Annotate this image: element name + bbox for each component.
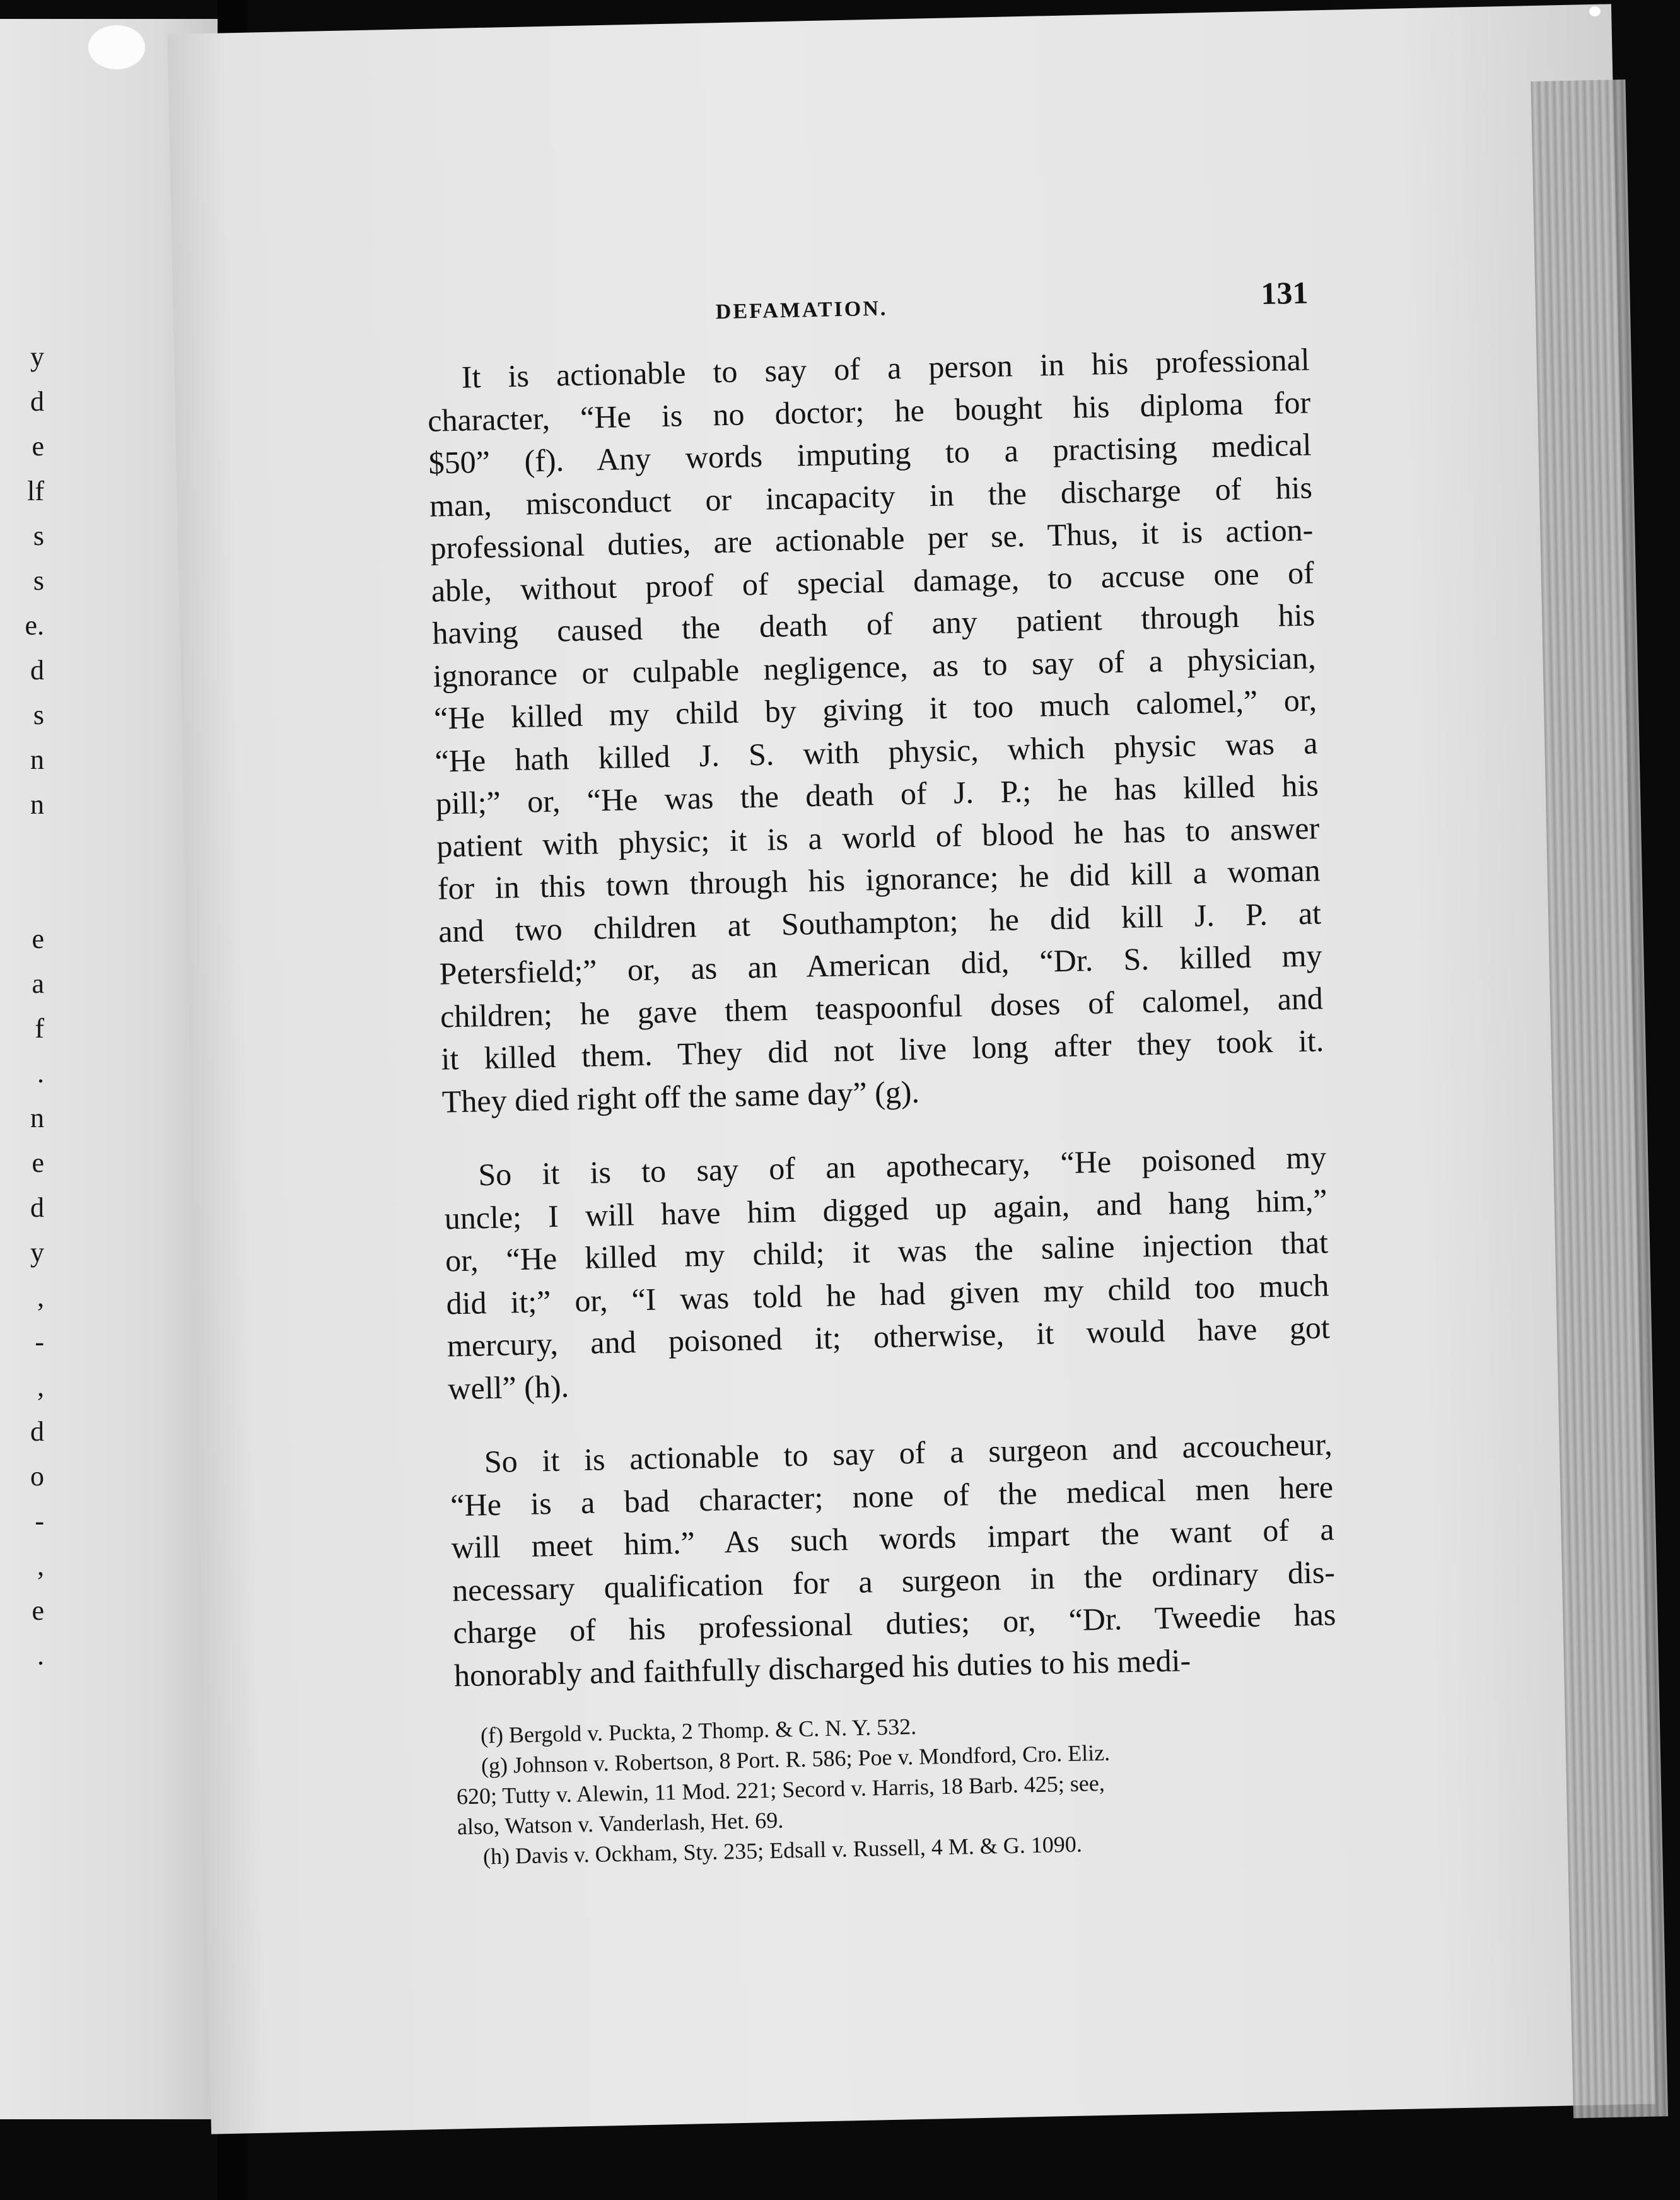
facing-page-text (0, 334, 44, 1678)
text-line: it killed them. They did not live long after they took it. (440, 1022, 1324, 1077)
facing-page-fragment (0, 872, 44, 916)
text-line: man, misconduct or incapacity in the discharge of his (429, 469, 1313, 524)
text-line: “He hath killed J. S. with physic, which physic was a (435, 724, 1318, 779)
text-line: So it is to say of an apothecary, “He poisoned my (477, 1139, 1327, 1193)
facing-page-fragment: d (30, 655, 44, 686)
paragraph (449, 1423, 1337, 1697)
facing-page-fragment: d (30, 1416, 44, 1447)
facing-page-fragment: e (32, 431, 44, 462)
text-line: character, “He is no doctor; he bought his diploma for (427, 384, 1311, 438)
book-page (167, 4, 1655, 2134)
facing-page-fragment: y (30, 341, 44, 372)
facing-page-fragment: a (32, 968, 44, 999)
facing-page-fragment: d (30, 386, 44, 417)
footnotes (455, 1702, 1341, 1872)
text-line: mercury, and poisoned it; otherwise, it would have got (446, 1309, 1331, 1364)
facing-page-fragment: o (30, 1461, 44, 1492)
footnote-line: also, Watson v. Vanderlash, Het. 69. (457, 1807, 784, 1840)
facing-page-fragment: y (30, 1237, 44, 1268)
text-line: will meet him.” As such words impart the want of a (451, 1511, 1335, 1565)
paragraph (443, 1136, 1331, 1410)
facing-page-fragment: f (35, 1013, 44, 1044)
text-line: well” (h). (447, 1367, 569, 1406)
paragraph (426, 339, 1325, 1123)
text-line: It is actionable to say of a person in his professional (461, 341, 1310, 395)
text-line: ignorance or culpable negligence, as to say of a physician, (433, 639, 1317, 694)
text-line: or, “He killed my child; it was the saline injection that (445, 1224, 1329, 1278)
footnote-line: (h) Davis v. Ockham, Sty. 235; Edsall v. Russell, 4 M. & G. 1090. (482, 1831, 1083, 1869)
facing-page-fragment: n (30, 789, 44, 820)
facing-page-fragment: . (37, 1640, 44, 1671)
facing-page-fragment: n (30, 744, 44, 775)
text-line: children; he gave them teaspoonful doses of calomel, and (440, 980, 1324, 1034)
facing-page-fragment: , (37, 1371, 44, 1402)
facing-page-fragment: lf (27, 476, 44, 506)
text-line: “He killed my child by giving it too much calomel,” or, (433, 682, 1317, 736)
text-line: So it is actionable to say of a surgeon and accoucheur, (484, 1426, 1333, 1480)
text-line: professional duties, are actionable per se. Thus, it is action- (429, 512, 1314, 566)
facing-page-fragment (0, 827, 44, 872)
text-line: uncle; I will have him digged up again, and hang him,” (444, 1181, 1328, 1236)
facing-page-fragment: n (30, 1103, 44, 1133)
facing-page-fragment: e (32, 1147, 44, 1178)
text-line: They died right off the same day” (g). (441, 1074, 920, 1120)
text-line: honorably and faithfully discharged his duties to his medi- (453, 1642, 1191, 1693)
text-line: pill;” or, “He was the death of J. P.; he has killed his (435, 767, 1319, 821)
facing-page-fragment: s (33, 565, 44, 596)
text-line: and two children at Southampton; he did kill J. P. at (438, 894, 1322, 949)
text-line: able, without proof of special damage, to accuse one of (431, 554, 1315, 609)
facing-page-fragment: - (35, 1506, 44, 1536)
text-line: Petersfield;” or, as an American did, “Dr. S. killed my (439, 937, 1322, 992)
body-text (426, 339, 1337, 1697)
text-line: for in this town through his ignorance; he did kill a woman (437, 852, 1321, 906)
page-edges (1531, 79, 1668, 2118)
text-line: “He is a bad character; none of the medical men here (450, 1468, 1334, 1523)
running-head-title: DEFAMATION. (715, 296, 888, 324)
facing-page-fragment: . (37, 1058, 44, 1089)
facing-page-fragment: - (35, 1326, 44, 1357)
facing-page-fragment: s (33, 699, 44, 730)
text-line: necessary qualification for a surgeon in the ordinary dis- (452, 1553, 1336, 1608)
facing-page-fragment: , (37, 1282, 44, 1313)
film-speck (1589, 6, 1601, 16)
text-line: having caused the death of any patient through his (431, 597, 1315, 651)
page-content (425, 269, 1341, 1873)
facing-page-fragment: e (32, 1595, 44, 1626)
text-line: charge of his professional duties; or, “Dr. Tweedie has (452, 1596, 1336, 1651)
facing-page-fragment: e (32, 923, 44, 954)
facing-page-fragment: e. (25, 610, 44, 641)
facing-page-fragment: s (33, 520, 44, 551)
text-line: did it;” or, “I was told he had given my child too much (446, 1267, 1329, 1321)
film-speck (88, 25, 145, 69)
facing-page-fragment: , (37, 1550, 44, 1581)
text-line: $50” (f). Any words imputing to a practising medical (428, 426, 1312, 481)
footnote-line: (g) Johnson v. Robertson, 8 Port. R. 586; Poe v. Mondford, Cro. Eliz. (481, 1740, 1111, 1779)
footnote-line: 620; Tutty v. Alewin, 11 Mod. 221; Secord v. Harris, 18 Barb. 425; see, (456, 1770, 1105, 1810)
footnote-line: (f) Bergold v. Puckta, 2 Thomp. & C. N. Y. 532. (480, 1714, 917, 1748)
facing-page-fragment: d (30, 1192, 44, 1223)
page-number: 131 (1260, 274, 1309, 312)
text-line: patient with physic; it is a world of blood he has to answer (436, 809, 1320, 864)
